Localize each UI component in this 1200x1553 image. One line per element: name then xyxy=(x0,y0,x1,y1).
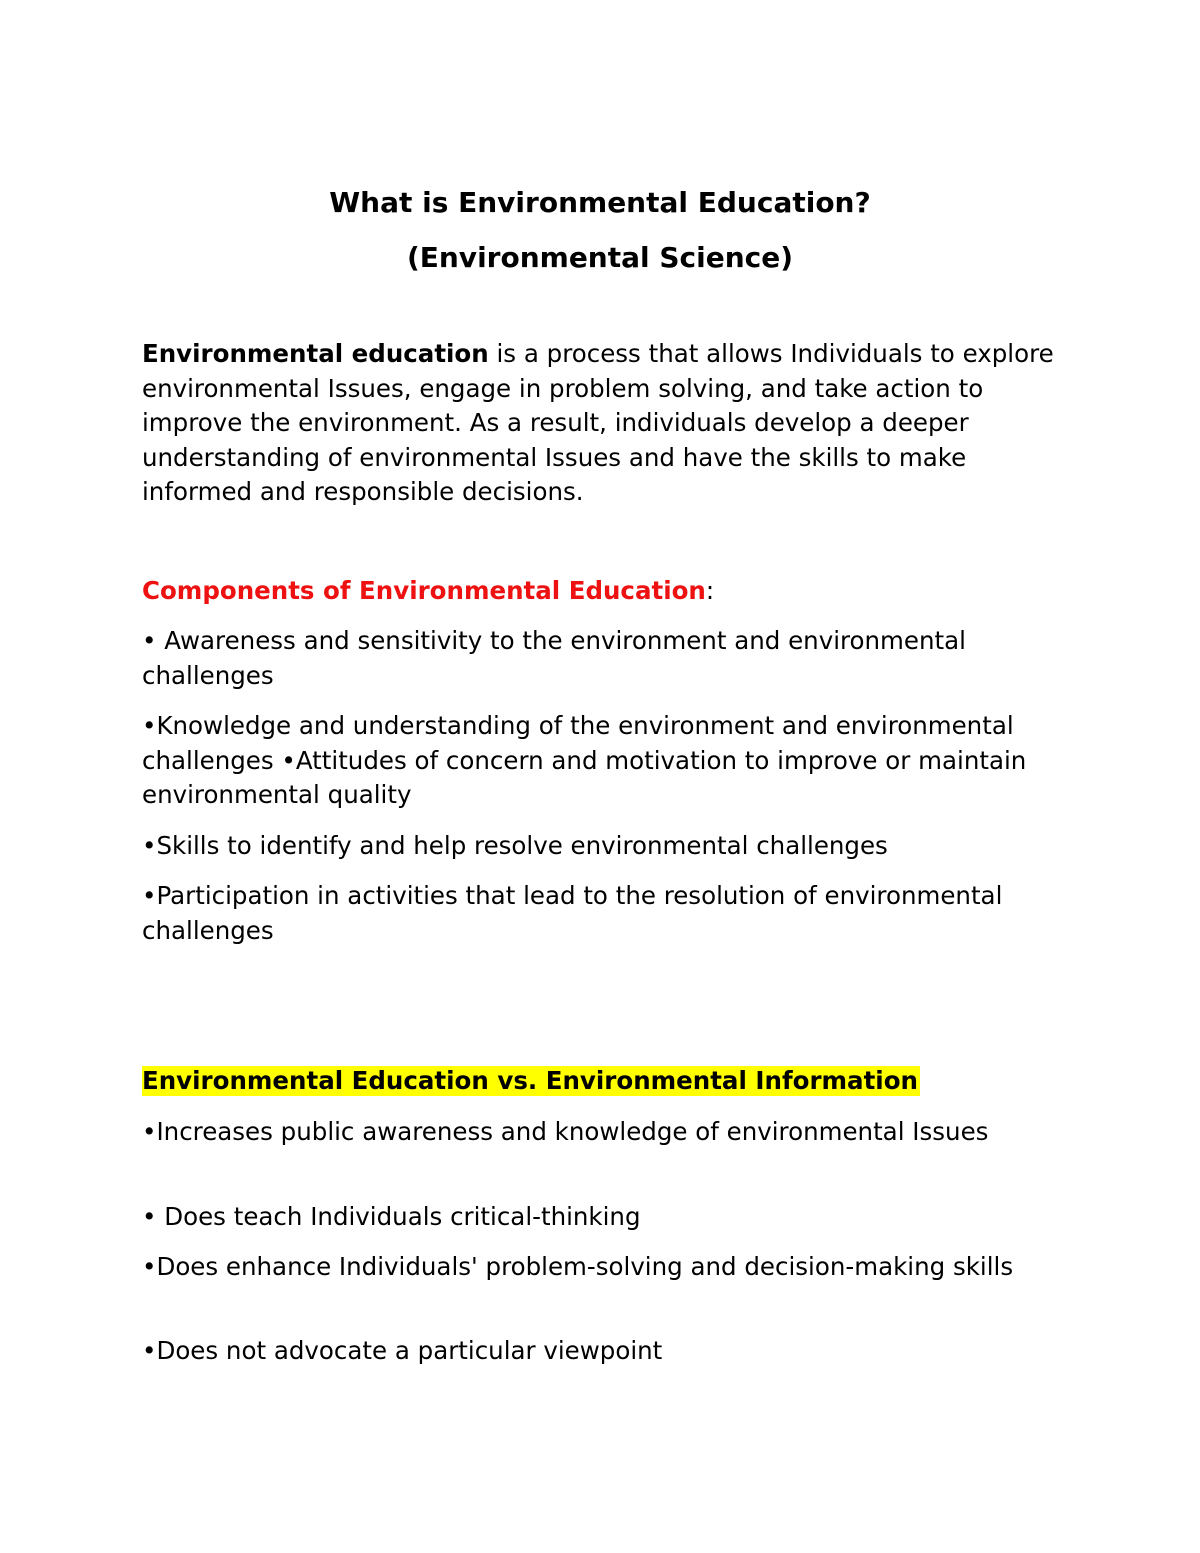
component-item: •Participation in activities that lead to the resolution of environmental challenges xyxy=(142,881,1003,945)
page-subtitle: (Environmental Science) xyxy=(406,241,794,274)
components-heading xyxy=(142,574,714,608)
comparison-item: •Does enhance Individuals' problem-solving and decision-making skills xyxy=(142,1252,1014,1281)
comparison-item: •Does not advocate a particular viewpoint xyxy=(142,1336,663,1365)
components-heading-suffix: : xyxy=(705,576,715,605)
component-item: •Knowledge and understanding of the environment and environmental challenges •Attitudes of concern and motivation to improve or maintain environmental quality xyxy=(142,711,1027,810)
component-item: • Awareness and sensitivity to the environment and environmental challenges xyxy=(142,626,966,690)
comparison-heading xyxy=(142,1064,920,1098)
comparison-item: •Increases public awareness and knowledge of environmental Issues xyxy=(142,1117,989,1146)
comparison-item: • Does teach Individuals critical-thinking xyxy=(142,1202,641,1231)
comparison-heading-text: Environmental Education vs. Environmental Information xyxy=(142,1066,918,1095)
intro-term: Environmental education xyxy=(142,339,489,368)
intro-text: is a process that allows Individuals to explore environmental Issues, engage in problem solving, and take action to improve the environment. As a result, individuals develop a deeper understanding of environmental Issues and have the skills to make informed and responsible decisions. xyxy=(142,339,1054,507)
component-item: •Skills to identify and help resolve environmental challenges xyxy=(142,831,888,860)
intro-paragraph xyxy=(142,337,1072,510)
components-heading-text: Components of Environmental Education xyxy=(142,576,706,605)
page-title: What is Environmental Education? xyxy=(329,186,871,219)
